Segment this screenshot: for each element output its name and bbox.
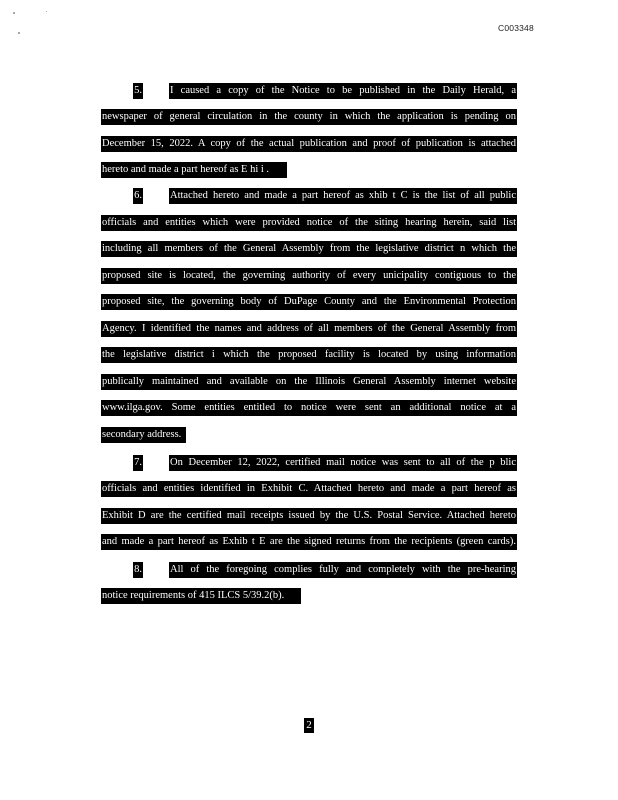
paragraph-line: the legislative district i which the proposed facility is located by using information	[101, 347, 517, 363]
paragraph-line: notice requirements of 415 ILCS 5/39.2(b).	[101, 588, 301, 604]
paragraph-line: On December 12, 2022, certified mail notice was sent to all of the p blic	[169, 455, 517, 471]
paragraph-line: Attached hereto and made a part hereof as xhib t C is the list of all public	[169, 188, 517, 204]
paragraph-line: December 15, 2022. A copy of the actual publication and proof of publication is attached	[101, 136, 517, 152]
paragraph-line: I caused a copy of the Notice to be published in the Daily Herald, a	[169, 83, 517, 99]
paragraph-line: including all members of the General Assembly from the legislative district n which the	[101, 241, 517, 257]
paragraph-number: 7.	[133, 455, 143, 471]
paragraph-number: 5.	[133, 83, 143, 99]
paragraph-number: 6.	[133, 188, 143, 204]
paragraph-line: and made a part hereof as Exhib t E are the signed returns from the recipients (green cards).	[101, 534, 517, 550]
paragraph-line: newspaper of general circulation in the county in which the application is pending on	[101, 109, 517, 125]
page-number: 2	[304, 718, 314, 733]
document-id: C003348	[498, 23, 534, 33]
scan-speck	[18, 32, 20, 34]
paragraph-line: secondary address.	[101, 427, 186, 443]
paragraph-line: hereto and made a part hereof as E hi i .	[101, 162, 287, 178]
paragraph-number: 8.	[133, 562, 143, 578]
paragraph-line: officials and entities which were provided notice of the siting hearing herein, said list	[101, 215, 517, 231]
paragraph-line: Exhibit D are the certified mail receipts issued by the U.S. Postal Service. Attached hereto	[101, 508, 517, 524]
paragraph-line: publically maintained and available on the Illinois General Assembly internet website	[101, 374, 517, 390]
scan-speck	[46, 11, 47, 12]
paragraph-line: proposed site is located, the governing authority of every unicipality contiguous to the	[101, 268, 517, 284]
paragraph-line: All of the foregoing complies fully and completely with the pre-hearing	[169, 562, 517, 578]
paragraph-line: proposed site, the governing body of DuPage County and the Environmental Protection	[101, 294, 517, 310]
paragraph-line: Agency. I identified the names and address of all members of the General Assembly from	[101, 321, 517, 337]
paragraph-line: www.ilga.gov. Some entities entitled to notice were sent an additional notice at a	[101, 400, 517, 416]
paragraph-line: officials and entities identified in Exhibit C. Attached hereto and made a part hereof as	[101, 481, 517, 497]
scan-speck	[13, 12, 15, 14]
